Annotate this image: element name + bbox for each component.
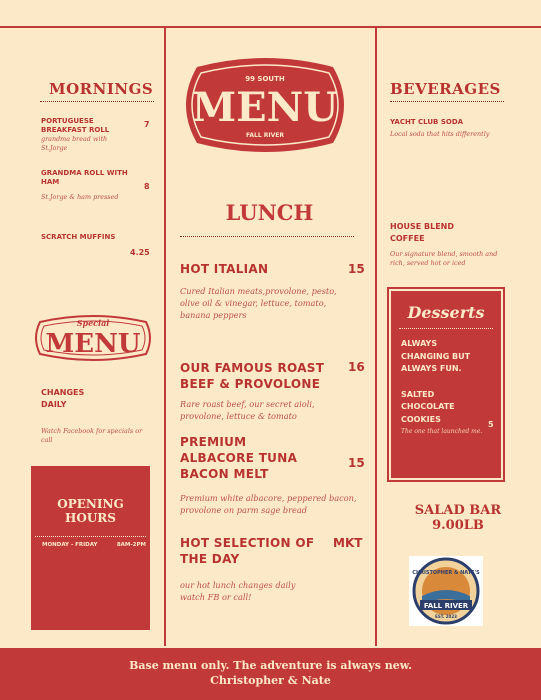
lunch-title: LUNCH bbox=[225, 200, 314, 225]
mornings-divider bbox=[40, 101, 154, 102]
item-price: 15 bbox=[348, 262, 365, 276]
logo-top-text: 99 SOUTH bbox=[245, 75, 285, 83]
item-name: PORTUGUESE BREAKFAST ROLL bbox=[41, 117, 110, 134]
item-price: 15 bbox=[348, 456, 365, 470]
lunch-item-albacore bbox=[180, 434, 310, 482]
menu-logo bbox=[175, 57, 355, 153]
opening-hours-title: OPENING HOURS bbox=[57, 497, 124, 525]
item-name: YACHT CLUB SODA bbox=[390, 118, 464, 126]
desserts-box bbox=[387, 287, 505, 482]
dessert-item-always-changing: ALWAYS CHANGING BUT ALWAYS FUN. bbox=[401, 339, 471, 373]
restaurant-badge bbox=[409, 556, 483, 626]
item-name: PREMIUM ALBACORE TUNA BACON MELT bbox=[180, 435, 298, 481]
item-name: CHANGES DAILY bbox=[41, 388, 85, 409]
badge-text: CHRISTOPHER & NATE'S bbox=[412, 570, 480, 576]
item-desc: our hot lunch changes daily watch FB or call! bbox=[180, 580, 296, 602]
item-desc: Local soda that hits differently bbox=[390, 130, 490, 138]
item-name: OUR FAMOUS ROAST BEEF & PROVOLONE bbox=[180, 361, 325, 391]
hours-row bbox=[31, 537, 150, 548]
opening-hours-box bbox=[31, 466, 150, 630]
menu-item-portuguese-roll bbox=[41, 117, 133, 153]
lunch-divider bbox=[180, 236, 354, 237]
beverage-item-yacht-club bbox=[390, 118, 505, 139]
special-label: Special bbox=[76, 318, 110, 328]
lunch-item-hot-selection bbox=[180, 535, 320, 603]
item-desc: Our signature blend, smooth and rich, served hot or iced bbox=[390, 250, 498, 267]
item-desc: The one that launched me. bbox=[401, 428, 483, 435]
lunch-item-hot-italian bbox=[180, 261, 340, 321]
beverage-item-house-coffee bbox=[390, 221, 505, 268]
item-price: 8 bbox=[144, 182, 150, 191]
item-name: HOT SELECTION OF THE DAY bbox=[180, 536, 315, 566]
salad-bar-title: SALAD BAR bbox=[414, 503, 502, 518]
item-desc: Watch Facebook for specials or call bbox=[41, 427, 143, 444]
hours-time: 8AM-2PM bbox=[116, 542, 146, 548]
item-name: HOUSE BLEND COFFEE bbox=[390, 222, 454, 243]
item-desc: Cured Italian meats,provolone, pesto, olive oil & vinegar, lettuce, tomato, banana peppers bbox=[180, 286, 337, 320]
item-price: MKT bbox=[333, 536, 363, 550]
desserts-title: Desserts bbox=[407, 303, 485, 322]
badge-year: EST. 2023 bbox=[435, 614, 457, 619]
item-name: HOT ITALIAN bbox=[180, 262, 269, 276]
logo-word: MENU bbox=[191, 84, 339, 131]
item-desc: grandma bread with St.Jorge bbox=[41, 135, 108, 152]
top-border bbox=[0, 26, 541, 28]
beverages-title: BEVERAGES bbox=[390, 80, 501, 98]
mornings-title: MORNINGS bbox=[49, 80, 154, 98]
special-word: MENU bbox=[45, 329, 141, 359]
salad-bar bbox=[375, 503, 541, 533]
item-name: GRANDMA ROLL WITH HAM bbox=[41, 169, 128, 186]
desserts-divider bbox=[399, 328, 493, 329]
item-desc: Rare roast beef, our secret aioli, provolone, lettuce & tomato bbox=[180, 399, 315, 421]
menu-item-changes-daily bbox=[41, 387, 101, 411]
lunch-item-roast-beef bbox=[180, 360, 340, 422]
menu-item-grandma-roll bbox=[41, 169, 133, 202]
item-desc: Premium white albacore, peppered bacon, provolone on parm sage bread bbox=[180, 493, 357, 515]
footer-line-1: Base menu only. The adventure is always new. bbox=[129, 659, 412, 672]
item-price: 5 bbox=[488, 420, 494, 429]
item-price: 7 bbox=[144, 120, 150, 129]
column-divider-left bbox=[164, 26, 166, 646]
badge-place: FALL RIVER bbox=[423, 602, 469, 610]
footer-line-2: Christopher & Nate bbox=[210, 674, 331, 687]
item-name: SCRATCH MUFFINS bbox=[41, 233, 116, 241]
beverages-divider bbox=[390, 101, 504, 102]
salad-bar-price: 9.00LB bbox=[432, 518, 484, 533]
column-divider-right bbox=[375, 26, 377, 646]
special-menu-badge bbox=[32, 312, 154, 364]
logo-bottom-text: FALL RIVER bbox=[245, 132, 285, 139]
item-price: 16 bbox=[348, 360, 365, 374]
menu-item-scratch-muffins bbox=[41, 233, 133, 242]
item-price: 4.25 bbox=[130, 248, 150, 257]
footer-banner bbox=[0, 648, 541, 700]
dessert-item-cookies: SALTED CHOCOLATE COOKIES bbox=[401, 389, 455, 424]
item-desc: St.Jorge & ham pressed bbox=[41, 193, 119, 201]
hours-days: MONDAY - FRIDAY bbox=[42, 542, 98, 548]
